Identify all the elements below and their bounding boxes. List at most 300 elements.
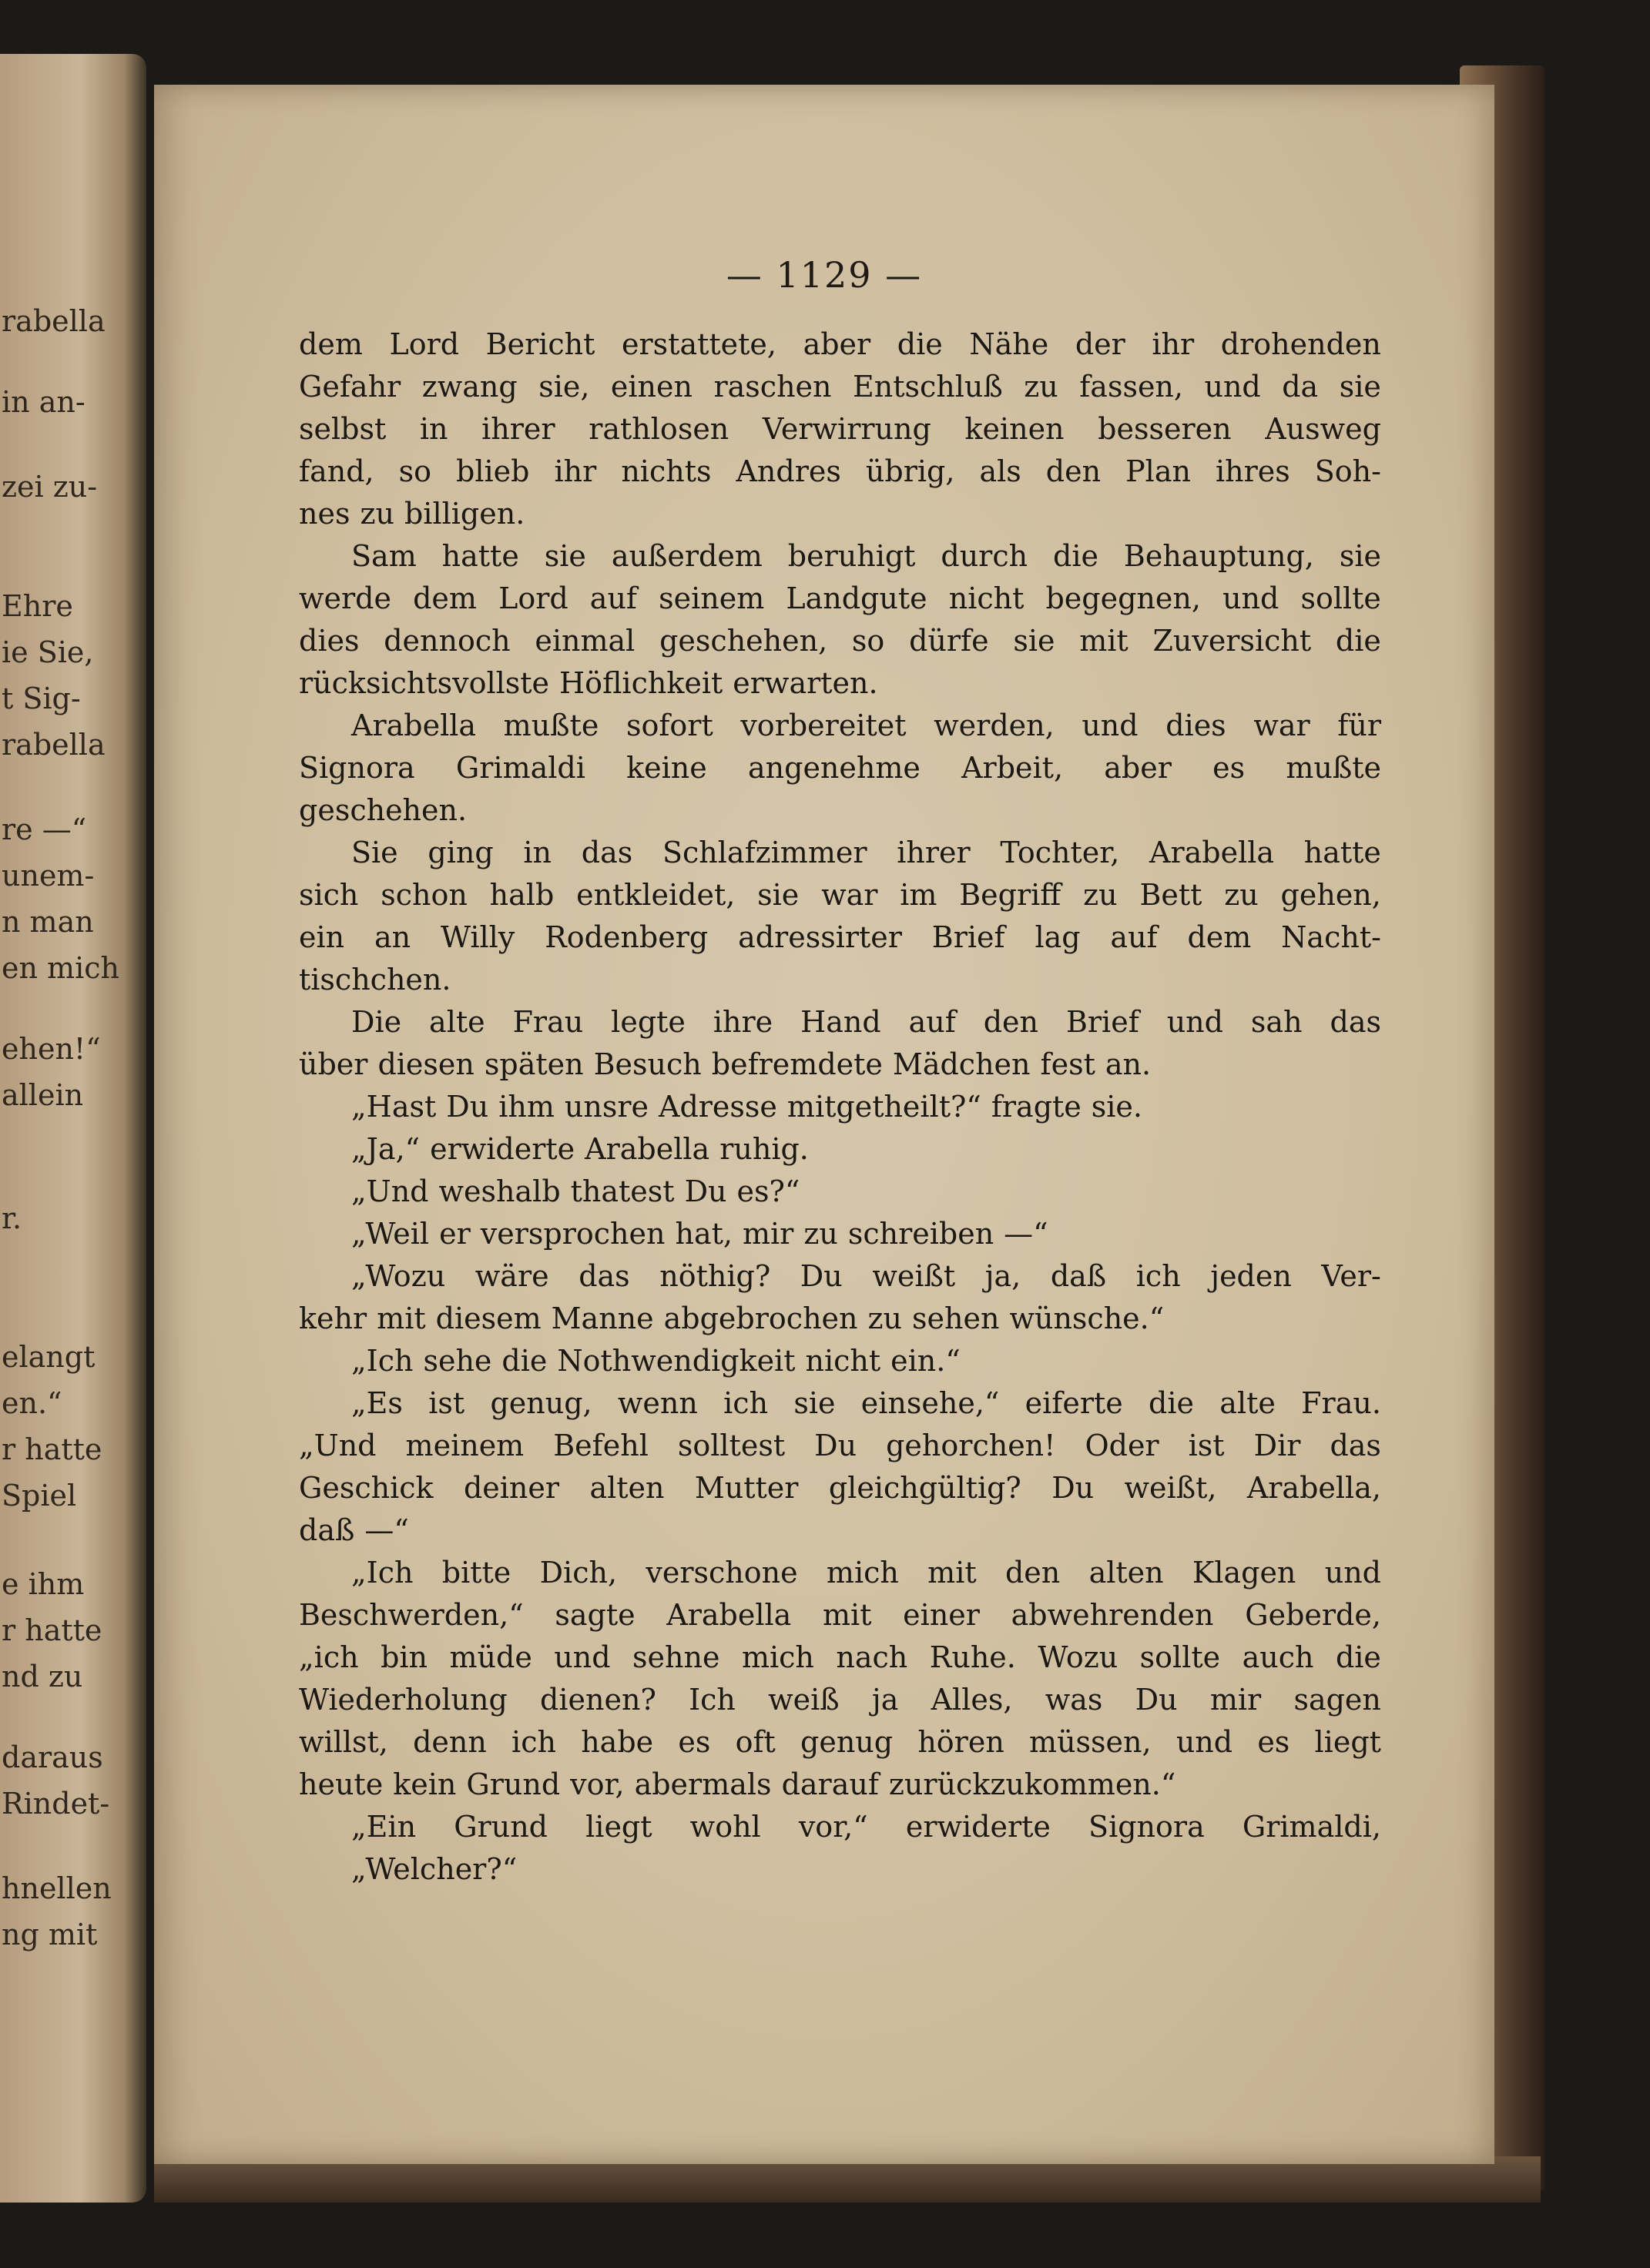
- text-word: Signora: [1088, 1810, 1205, 1844]
- text-word: nes: [299, 497, 350, 531]
- text-word: zu: [803, 1217, 838, 1251]
- text-line: [299, 1637, 1381, 1679]
- text-word: es: [1212, 751, 1246, 785]
- text-word: daß: [299, 1513, 355, 1547]
- text-word: Arabella,: [1246, 1471, 1381, 1505]
- text-word: verschone: [646, 1556, 798, 1590]
- text-word: vorbereitet: [740, 709, 907, 742]
- text-word: Brief: [931, 920, 1005, 954]
- text-word: sehe: [423, 1344, 492, 1378]
- text-word: liegt: [1314, 1725, 1381, 1759]
- text-word: Hand: [800, 1005, 881, 1039]
- text-word: „Hast: [351, 1090, 437, 1124]
- text-word: hatte: [1303, 836, 1381, 869]
- text-word: Manne: [551, 1302, 654, 1335]
- text-word: zwang: [421, 370, 518, 404]
- left-page-fragment: ng mit: [2, 1918, 98, 1951]
- text-word: bin: [381, 1640, 428, 1674]
- text-word: Nothwendigkeit: [557, 1344, 796, 1378]
- text-word: mich: [826, 1556, 899, 1590]
- text-word: oft: [735, 1725, 776, 1759]
- text-word: hat,: [675, 1217, 733, 1251]
- text-word: Arabella: [1149, 836, 1275, 869]
- text-word: erwiderte: [430, 1132, 575, 1166]
- page-text: [299, 323, 1381, 1891]
- text-word: nach: [836, 1640, 908, 1674]
- text-word: ich: [511, 1725, 556, 1759]
- text-word: habe: [581, 1725, 654, 1759]
- text-word: sah: [1250, 1005, 1303, 1039]
- text-word: —“: [364, 1513, 409, 1547]
- text-word: dennoch: [384, 624, 511, 658]
- text-word: an.: [1105, 1047, 1152, 1081]
- text-word: dienen?: [540, 1683, 656, 1717]
- text-line: [299, 620, 1381, 662]
- left-page-fragment: daraus: [2, 1740, 103, 1774]
- left-page-fragment: ie Sie,: [2, 635, 94, 669]
- text-word: mußte: [503, 709, 599, 742]
- text-word: Oder: [1085, 1429, 1159, 1462]
- text-word: —“: [1004, 1217, 1048, 1251]
- text-word: „Wozu: [351, 1259, 446, 1293]
- text-line: [299, 1679, 1381, 1721]
- text-word: abwehrenden: [1011, 1598, 1214, 1632]
- text-word: sie: [757, 878, 800, 912]
- text-word: ja: [871, 1683, 899, 1717]
- text-word: mit: [377, 1302, 426, 1335]
- text-word: ein.“: [890, 1344, 961, 1378]
- text-line: [299, 1425, 1381, 1467]
- text-word: geschehen,: [659, 624, 828, 658]
- text-word: ihrer: [481, 412, 555, 446]
- text-word: in: [523, 836, 552, 869]
- text-word: hatte: [441, 539, 519, 573]
- text-word: und: [1166, 1005, 1223, 1039]
- text-line: [299, 662, 1381, 705]
- left-page-fragment: Rindet-: [2, 1787, 110, 1821]
- left-page-fragment: r hatte: [2, 1613, 102, 1647]
- text-word: diesem: [435, 1302, 542, 1335]
- left-page-fragment: rabella: [2, 728, 106, 762]
- text-line: [299, 1721, 1381, 1764]
- text-word: Nähe: [969, 327, 1049, 361]
- text-word: willst,: [299, 1725, 388, 1759]
- text-word: billigen.: [404, 497, 525, 531]
- text-word: weißt,: [1124, 1471, 1217, 1505]
- text-word: meinem: [405, 1429, 525, 1462]
- text-word: Geschick: [299, 1471, 434, 1505]
- left-page-fragments: [0, 54, 146, 2203]
- text-word: abermals: [634, 1767, 772, 1801]
- left-page-fragment: in an-: [2, 385, 86, 419]
- text-word: Du: [446, 1090, 489, 1124]
- left-page-fragment: Spiel: [2, 1479, 77, 1513]
- text-word: Willy: [440, 920, 515, 954]
- text-word: Rodenberg: [545, 920, 709, 954]
- text-word: denn: [413, 1725, 487, 1759]
- text-word: mitgetheilt?“: [786, 1090, 981, 1124]
- text-word: zurückzukommen.“: [888, 1767, 1176, 1801]
- text-word: „Ich: [351, 1344, 414, 1378]
- text-line: [299, 874, 1381, 916]
- text-word: die: [1335, 1640, 1381, 1674]
- text-word: ging: [428, 836, 494, 869]
- text-word: Tochter,: [1000, 836, 1120, 869]
- text-word: jeden: [1210, 1259, 1292, 1293]
- text-word: Dir: [1253, 1429, 1301, 1462]
- text-word: mußte: [1286, 751, 1381, 785]
- text-word: alten: [1088, 1556, 1164, 1590]
- left-page-fragment: t Sig-: [2, 682, 81, 715]
- left-page-fragment: r.: [2, 1201, 22, 1235]
- text-word: ihr: [1152, 327, 1195, 361]
- text-word: das: [1330, 1005, 1381, 1039]
- text-word: sehne: [632, 1640, 720, 1674]
- text-word: weshalb: [438, 1174, 561, 1208]
- text-word: alten: [589, 1471, 665, 1505]
- text-line: [299, 1382, 1381, 1425]
- text-word: „Ja,“: [351, 1132, 421, 1166]
- text-word: außerdem: [611, 539, 763, 573]
- text-word: „Ein: [351, 1810, 417, 1844]
- text-word: sollte: [1300, 581, 1381, 615]
- text-line: [299, 1171, 1381, 1213]
- text-word: erwarten.: [733, 666, 878, 700]
- text-word: Lord: [389, 327, 460, 361]
- text-word: adressirter: [738, 920, 902, 954]
- text-word: Arabella: [351, 709, 477, 742]
- text-word: Alles,: [931, 1683, 1013, 1717]
- text-word: ruhig.: [719, 1132, 809, 1166]
- text-word: Bett: [1139, 878, 1202, 912]
- text-word: sie: [544, 539, 586, 573]
- text-line: [299, 578, 1381, 620]
- text-word: fand,: [299, 454, 374, 488]
- text-word: geschehen.: [299, 793, 468, 827]
- text-word: genug,: [490, 1386, 592, 1420]
- text-line: [299, 1594, 1381, 1637]
- text-word: die: [897, 327, 943, 361]
- text-word: sich: [299, 878, 359, 912]
- text-word: Arabella: [666, 1598, 792, 1632]
- text-word: Du: [814, 1429, 857, 1462]
- text-word: „Und: [351, 1174, 429, 1208]
- text-line: [299, 408, 1381, 451]
- text-word: nicht: [948, 581, 1025, 615]
- text-word: einen: [610, 370, 693, 404]
- text-word: Sie: [351, 836, 398, 869]
- text-word: seinem: [659, 581, 765, 615]
- left-page-fragment: n man: [2, 905, 94, 939]
- text-word: dürfe: [909, 624, 989, 658]
- left-page-fragment: elangt: [2, 1340, 96, 1374]
- text-word: schreiben: [847, 1217, 994, 1251]
- left-page-fragment: Ehre: [2, 589, 73, 623]
- text-word: selbst: [299, 412, 387, 446]
- text-word: Du: [1051, 1471, 1095, 1505]
- text-word: drohenden: [1220, 327, 1381, 361]
- text-word: das: [581, 836, 633, 869]
- text-word: Ausweg: [1265, 412, 1381, 446]
- text-word: mit: [927, 1556, 977, 1590]
- text-word: es: [678, 1725, 711, 1759]
- text-word: und: [1175, 1725, 1233, 1759]
- text-word: kehr: [299, 1302, 367, 1335]
- text-word: „Und: [299, 1429, 377, 1462]
- text-word: mit: [1079, 624, 1129, 658]
- text-word: übrig,: [865, 454, 955, 488]
- text-word: auf: [1110, 920, 1158, 954]
- text-word: daß: [1050, 1259, 1107, 1293]
- text-word: zu: [867, 1302, 903, 1335]
- text-word: sie: [1013, 624, 1055, 658]
- text-word: da: [1282, 370, 1319, 404]
- text-word: hören: [917, 1725, 1004, 1759]
- text-word: ihrer: [897, 836, 971, 869]
- text-line: [299, 1552, 1381, 1594]
- text-word: wenn: [617, 1386, 698, 1420]
- text-word: alte: [1219, 1386, 1276, 1420]
- text-word: befremdete: [711, 1047, 883, 1081]
- text-word: Grimaldi: [455, 751, 585, 785]
- text-word: im: [900, 878, 937, 912]
- text-word: dem: [413, 581, 477, 615]
- left-page-fragment: zei zu-: [2, 470, 98, 504]
- text-word: wäre: [475, 1259, 549, 1293]
- text-word: raschen: [713, 370, 832, 404]
- left-page-fragment: hnellen: [2, 1871, 112, 1905]
- text-word: Mädchen: [892, 1047, 1031, 1081]
- text-word: bitte: [441, 1556, 511, 1590]
- text-word: in: [419, 412, 448, 446]
- text-word: und: [1204, 370, 1261, 404]
- text-word: es: [1257, 1725, 1290, 1759]
- text-word: und: [554, 1640, 611, 1674]
- text-line: [299, 1806, 1381, 1848]
- text-line: [299, 1213, 1381, 1255]
- text-word: Ich: [689, 1683, 736, 1717]
- text-word: weiß: [768, 1683, 840, 1717]
- text-word: Beschwerden,“: [299, 1598, 524, 1632]
- text-word: Dich,: [539, 1556, 618, 1590]
- text-word: Geberde,: [1245, 1598, 1381, 1632]
- text-word: eiferte: [1025, 1386, 1123, 1420]
- text-word: Entschluß: [853, 370, 1003, 404]
- text-line: [299, 493, 1381, 535]
- text-word: Mutter: [694, 1471, 799, 1505]
- text-word: Grund: [466, 1767, 561, 1801]
- text-word: auf: [589, 581, 637, 615]
- text-word: sagte: [555, 1598, 636, 1632]
- text-line: [299, 451, 1381, 493]
- text-word: sie: [1339, 539, 1381, 573]
- text-word: rathlosen: [589, 412, 729, 446]
- text-word: Grimaldi,: [1242, 1810, 1381, 1844]
- text-word: alte: [429, 1005, 485, 1039]
- text-word: sie: [793, 1386, 836, 1420]
- text-line: [299, 1764, 1381, 1806]
- text-word: die: [1335, 624, 1381, 658]
- text-word: begegnen,: [1045, 581, 1201, 615]
- text-word: Sam: [351, 539, 417, 573]
- text-word: Adresse: [659, 1090, 777, 1124]
- text-word: diesen: [377, 1047, 475, 1081]
- text-word: deiner: [463, 1471, 560, 1505]
- left-page-fragment: r hatte: [2, 1432, 102, 1466]
- text-word: Behauptung,: [1123, 539, 1314, 573]
- text-word: nichts: [621, 454, 712, 488]
- text-word: Lord: [498, 581, 568, 615]
- text-word: halb: [489, 878, 555, 912]
- text-word: ihr: [554, 454, 597, 488]
- text-word: einsehe,“: [860, 1386, 1000, 1420]
- text-line: [299, 1001, 1381, 1044]
- left-page-fragment: nd zu: [2, 1660, 83, 1693]
- text-word: Verwirrung: [762, 412, 931, 446]
- text-word: Landgute: [786, 581, 927, 615]
- text-word: den: [1004, 1556, 1061, 1590]
- text-word: Plan: [1125, 454, 1191, 488]
- text-word: mich: [741, 1640, 814, 1674]
- text-word: aber: [803, 327, 871, 361]
- text-word: Befehl: [553, 1429, 649, 1462]
- text-word: sehen: [912, 1302, 1000, 1335]
- text-word: den: [1045, 454, 1102, 488]
- text-word: fassen,: [1079, 370, 1183, 404]
- left-page-fragment: unem-: [2, 859, 95, 893]
- text-word: fest: [1040, 1047, 1095, 1081]
- text-word: werde: [299, 581, 391, 615]
- text-word: auf: [908, 1005, 956, 1039]
- text-word: einmal: [535, 624, 636, 658]
- text-word: vor,“: [798, 1810, 868, 1844]
- text-word: ich: [1135, 1259, 1181, 1293]
- text-word: blieb: [456, 454, 530, 488]
- text-word: an: [374, 920, 411, 954]
- text-word: war: [821, 878, 878, 912]
- text-word: Andres: [736, 454, 841, 488]
- text-word: mit: [823, 1598, 872, 1632]
- text-word: so: [398, 454, 432, 488]
- text-word: Zuversicht: [1152, 624, 1312, 658]
- text-word: Grund: [454, 1810, 548, 1844]
- text-word: Bericht: [485, 327, 595, 361]
- text-word: ich: [723, 1386, 769, 1420]
- text-line: [299, 1467, 1381, 1509]
- text-word: „Weil: [351, 1217, 430, 1251]
- text-word: Wiederholung: [299, 1683, 508, 1717]
- text-word: Frau: [512, 1005, 584, 1039]
- text-word: müde: [449, 1640, 532, 1674]
- text-word: ein: [299, 920, 345, 954]
- text-word: müssen,: [1029, 1725, 1152, 1759]
- text-word: Gefahr: [299, 370, 401, 404]
- text-word: Arbeit,: [961, 751, 1064, 785]
- text-word: Du: [800, 1259, 843, 1293]
- text-word: sie,: [538, 370, 590, 404]
- text-word: vor,: [570, 1767, 625, 1801]
- text-line: [299, 747, 1381, 789]
- text-word: darauf: [781, 1767, 879, 1801]
- left-page-edge: [0, 54, 146, 2203]
- text-word: und: [1222, 581, 1279, 615]
- text-line: [299, 1848, 1381, 1891]
- text-word: mir: [1209, 1683, 1262, 1717]
- text-line: [299, 1509, 1381, 1552]
- text-word: keinen: [964, 412, 1065, 446]
- text-word: sofort: [625, 709, 713, 742]
- text-word: dies: [1165, 709, 1226, 742]
- text-word: Du: [1135, 1683, 1178, 1717]
- text-word: Arabella: [585, 1132, 710, 1166]
- left-page-fragment: rabella: [2, 304, 106, 338]
- text-word: Frau.: [1301, 1386, 1381, 1420]
- text-word: und: [1324, 1556, 1381, 1590]
- text-word: was: [1045, 1683, 1103, 1717]
- left-page-fragment: allein: [2, 1078, 84, 1112]
- text-line: [299, 832, 1381, 874]
- text-word: zu: [1083, 878, 1118, 912]
- text-word: die: [1053, 539, 1098, 573]
- text-word: entkleidet,: [576, 878, 736, 912]
- left-page-fragment: en mich: [2, 951, 119, 985]
- text-word: Du: [684, 1174, 727, 1208]
- text-word: die: [1149, 1386, 1195, 1420]
- text-word: den: [983, 1005, 1039, 1039]
- text-line: [299, 535, 1381, 578]
- text-word: „Welcher?“: [351, 1852, 518, 1886]
- text-word: sie: [1339, 370, 1381, 404]
- text-word: so: [851, 624, 885, 658]
- text-word: werden,: [934, 709, 1055, 742]
- text-word: angenehme: [747, 751, 921, 785]
- text-word: nöthig?: [659, 1259, 771, 1293]
- text-word: für: [1337, 709, 1381, 742]
- text-word: Die: [351, 1005, 402, 1039]
- text-word: legte: [611, 1005, 686, 1039]
- text-word: aber: [1104, 751, 1172, 785]
- text-word: gehen,: [1280, 878, 1381, 912]
- text-line: [299, 959, 1381, 1001]
- text-word: nicht: [805, 1344, 881, 1378]
- text-word: lag: [1035, 920, 1081, 954]
- text-word: über: [299, 1047, 368, 1081]
- text-word: einer: [903, 1598, 980, 1632]
- text-word: durch: [941, 539, 1028, 573]
- text-word: als: [979, 454, 1021, 488]
- text-word: beruhigt: [787, 539, 916, 573]
- text-word: Ruhe.: [929, 1640, 1016, 1674]
- text-word: zu: [360, 497, 394, 531]
- left-page-fragment: ehen!“: [2, 1032, 101, 1066]
- book-page: [154, 85, 1494, 2164]
- text-word: weißt: [872, 1259, 956, 1293]
- text-word: war: [1253, 709, 1310, 742]
- text-word: mir: [742, 1217, 794, 1251]
- text-word: versprochen: [480, 1217, 666, 1251]
- text-line: [299, 366, 1381, 408]
- text-word: solltest: [677, 1429, 786, 1462]
- text-word: Begriff: [959, 878, 1061, 912]
- text-word: ihm: [498, 1090, 555, 1124]
- text-word: das: [579, 1259, 630, 1293]
- text-line: [299, 323, 1381, 366]
- text-line: [299, 705, 1381, 747]
- text-word: dem: [299, 327, 363, 361]
- text-word: heute: [299, 1767, 384, 1801]
- text-word: thatest: [570, 1174, 675, 1208]
- text-word: rücksichtsvollste: [299, 666, 550, 700]
